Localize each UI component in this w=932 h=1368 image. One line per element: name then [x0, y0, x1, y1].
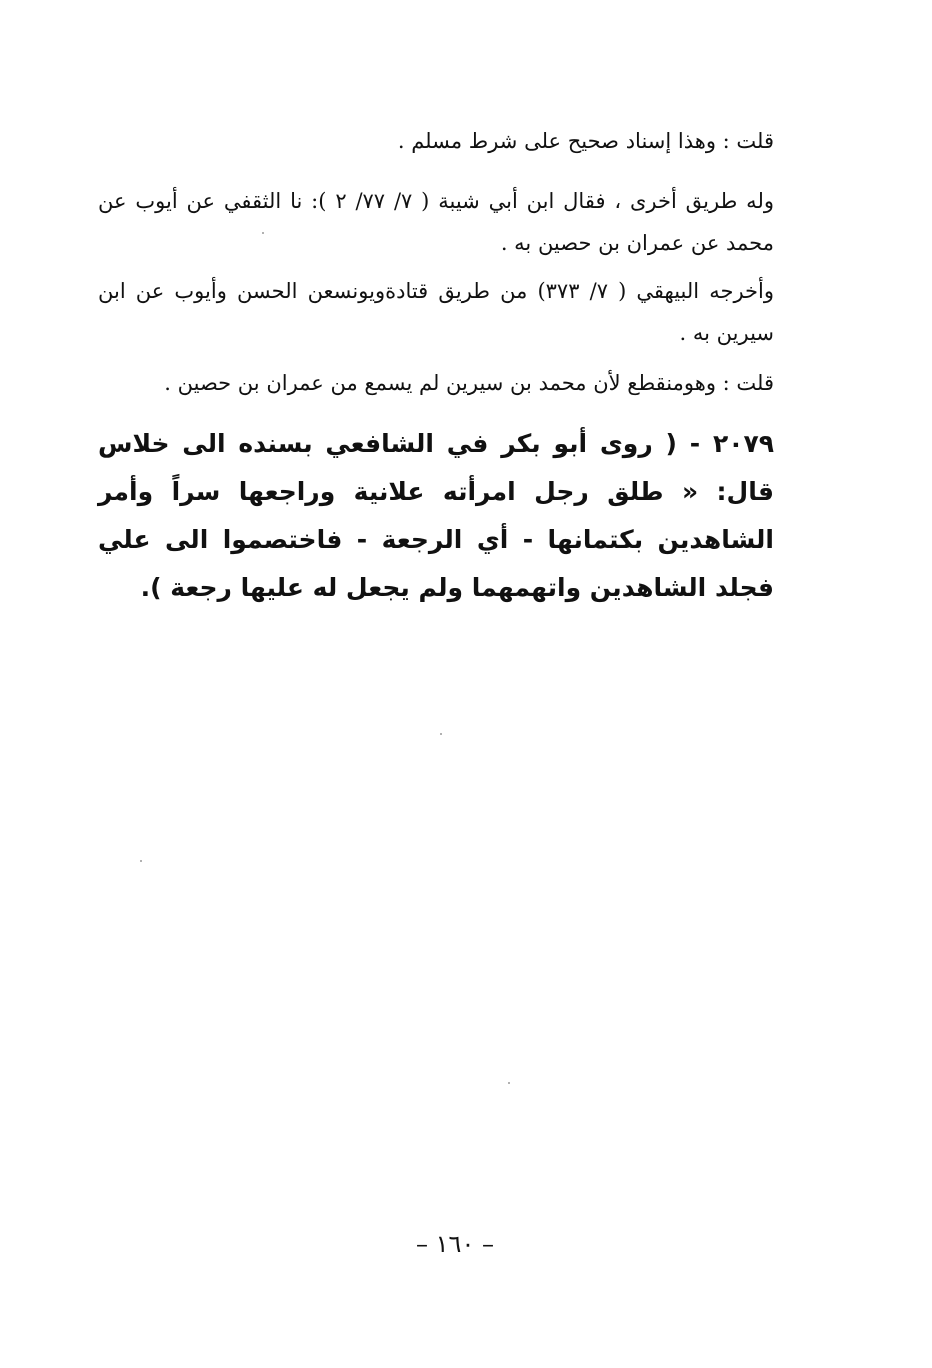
scan-speck [262, 232, 264, 234]
scan-speck [140, 860, 142, 862]
hadith-2079: ٢٠٧٩ - ( روى أبو بكر في الشافعي بسنده الى خلاس قال: « طلق رجل امرأته علانية وراجعها سراً وأمر الشاهدين بكتمانها - أي الرجعة - فاختصموا الى علي فجلد الشاهدين واتهمهما ولم يجعل له عليها رجعة ). [98, 429, 774, 602]
paragraph-munqati: قلت : وهومنقطع لأن محمد بن سيرين لم يسمع من عمران بن حصين . [164, 371, 774, 395]
paragraph-ibn-abi-shaybah: وله طريق أخرى ، فقال ابن أبي شيبة ( ٧/ ٧٧/ ٢ ): نا الثقفي عن أيوب عن محمد عن عمران بن حصين به . [98, 189, 774, 255]
paragraph-bayhaqi: وأخرجه البيهقي ( ٧/ ٣٧٣) من طريق قتادةويونسعن الحسن وأيوب عن ابن سيرين به . [98, 279, 774, 345]
page-number: – ١٦٠ – [416, 1230, 494, 1258]
paragraph-isnad-sahih: قلت : وهذا إسناد صحيح على شرط مسلم . [397, 129, 774, 153]
scan-speck [440, 733, 442, 735]
scan-speck [508, 1082, 510, 1084]
